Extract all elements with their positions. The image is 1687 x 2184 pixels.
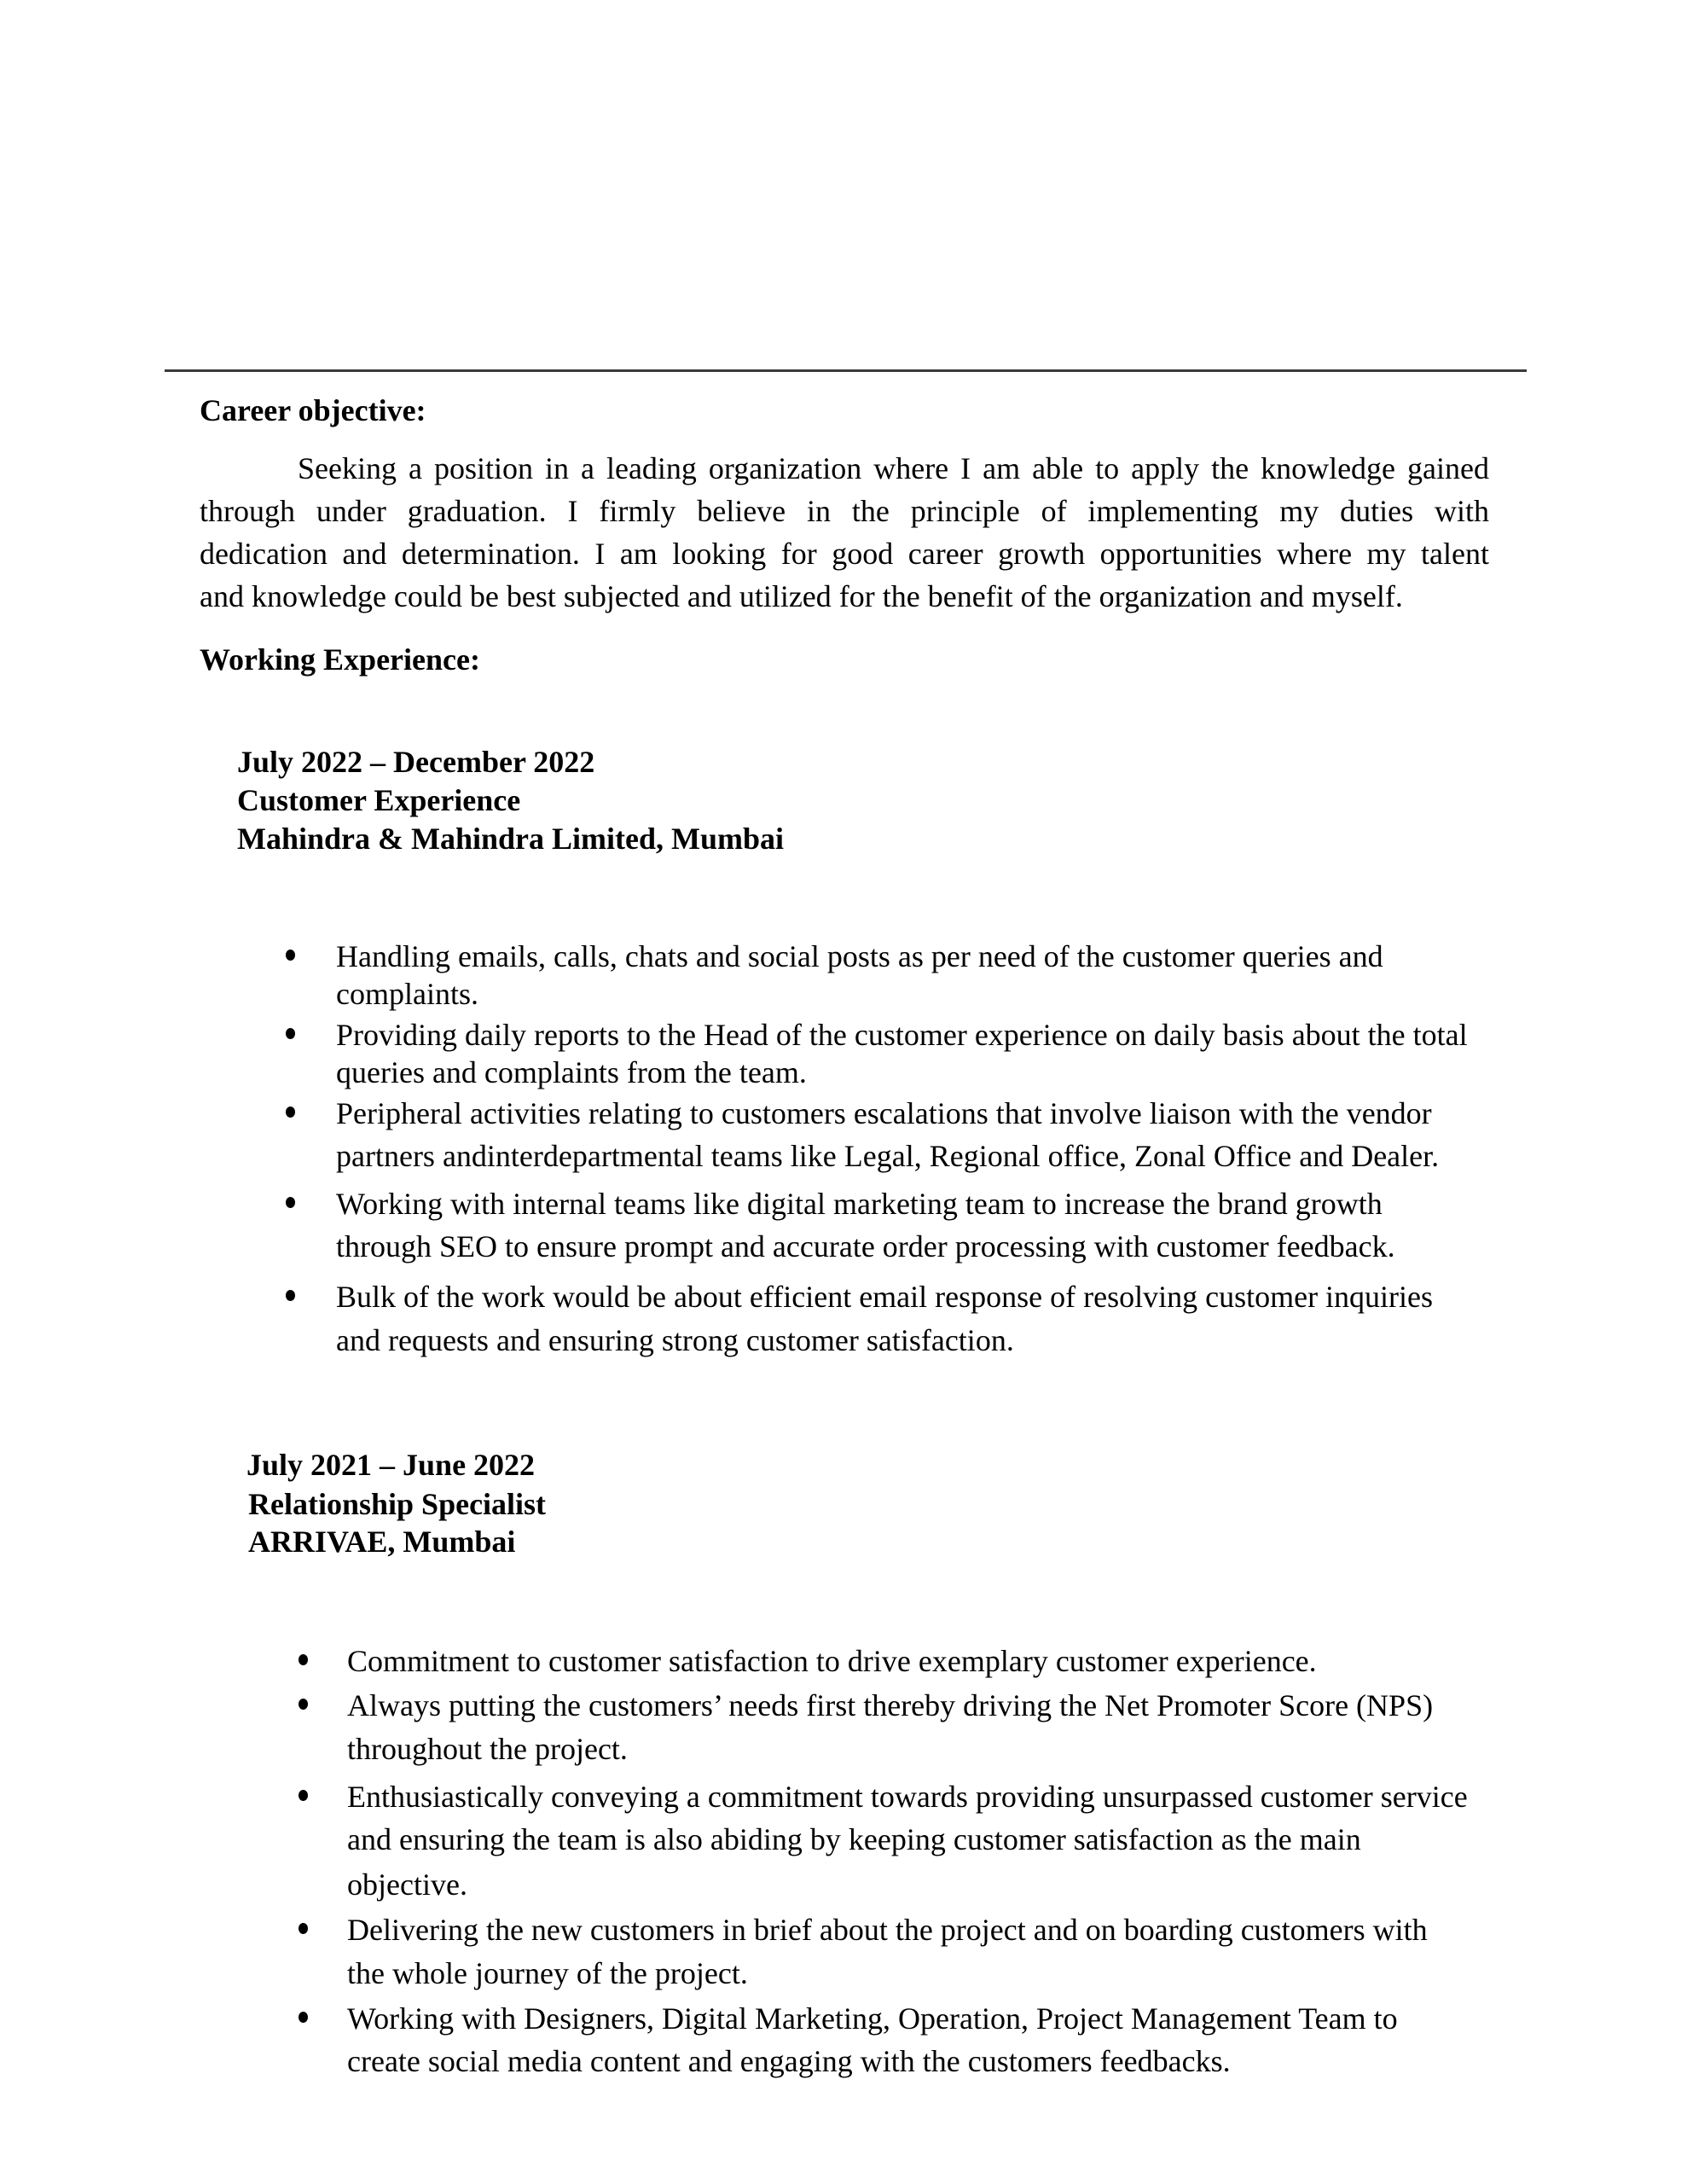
list-item-line: Enthusiastically conveying a commitment towards providing unsurpassed customer service	[347, 1780, 1468, 1814]
job-role: Customer Experience	[237, 783, 521, 817]
career-objective-line: Seeking a position in a leading organization where I am able to apply the knowledge gained	[298, 451, 1489, 485]
job-period: July 2022 – December 2022	[237, 745, 595, 779]
list-item-line: Handling emails, calls, chats and social posts as per need of the customer queries and	[336, 939, 1383, 973]
job-company: ARRIVAE, Mumbai	[248, 1525, 516, 1559]
list-item-line: objective.	[347, 1867, 467, 1902]
horizontal-rule	[165, 369, 1527, 372]
list-item-line: through SEO to ensure prompt and accurate order processing with customer feedback.	[336, 1229, 1395, 1263]
list-item-line: and ensuring the team is also abiding by keeping customer satisfaction as the main	[347, 1822, 1361, 1856]
list-item-line: queries and complaints from the team.	[336, 1055, 807, 1089]
bullet-icon	[299, 1790, 308, 1801]
list-item-line: Peripheral activities relating to customers escalations that involve liaison with the vendor	[336, 1096, 1432, 1130]
bullet-icon	[286, 1197, 295, 1208]
list-item-line: and requests and ensuring strong customer satisfaction.	[336, 1323, 1014, 1357]
bullet-icon	[299, 1699, 308, 1710]
list-item-line: Always putting the customers’ needs first thereby driving the Net Promoter Score (NPS)	[347, 1688, 1434, 1722]
working-experience-heading: Working Experience:	[200, 642, 480, 677]
list-item-line: Commitment to customer satisfaction to drive exemplary customer experience.	[347, 1644, 1317, 1678]
bullet-icon	[286, 1107, 295, 1118]
list-item-line: Providing daily reports to the Head of the customer experience on daily basis about the total	[336, 1018, 1468, 1052]
list-item-line: create social media content and engaging with the customers feedbacks.	[347, 2044, 1231, 2078]
bullet-icon	[299, 1654, 308, 1665]
bullet-icon	[299, 2012, 308, 2023]
list-item-line: Bulk of the work would be about efficient email response of resolving customer inquiries	[336, 1280, 1434, 1314]
job-period: July 2021 – June 2022	[246, 1448, 536, 1482]
bullet-icon	[286, 1290, 295, 1301]
list-item-line: Working with Designers, Digital Marketing, Operation, Project Management Team to	[347, 2001, 1398, 2036]
list-item-line: complaints.	[336, 977, 478, 1011]
bullet-icon	[286, 1028, 295, 1039]
career-objective-line: and knowledge could be best subjected and utilized for the benefit of the organization and myself.	[200, 579, 1403, 613]
bullet-icon	[299, 1923, 308, 1934]
career-objective-line: through under graduation. I firmly believe in the principle of implementing my duties with	[200, 494, 1489, 528]
list-item-line: the whole journey of the project.	[347, 1956, 748, 1990]
list-item-line: Delivering the new customers in brief about the project and on boarding customers with	[347, 1913, 1428, 1947]
career-objective-heading: Career objective:	[200, 393, 426, 427]
list-item-line: throughout the project.	[347, 1732, 628, 1766]
list-item-line: Working with internal teams like digital marketing team to increase the brand growth	[336, 1187, 1383, 1221]
job-role: Relationship Specialist	[248, 1487, 547, 1521]
job-company: Mahindra & Mahindra Limited, Mumbai	[237, 822, 785, 856]
bullet-icon	[286, 950, 295, 961]
list-item-line: partners andinterdepartmental teams like Legal, Regional office, Zonal Office and Dealer.	[336, 1139, 1440, 1173]
career-objective-line: dedication and determination. I am looking for good career growth opportunities where my talent	[200, 537, 1489, 571]
